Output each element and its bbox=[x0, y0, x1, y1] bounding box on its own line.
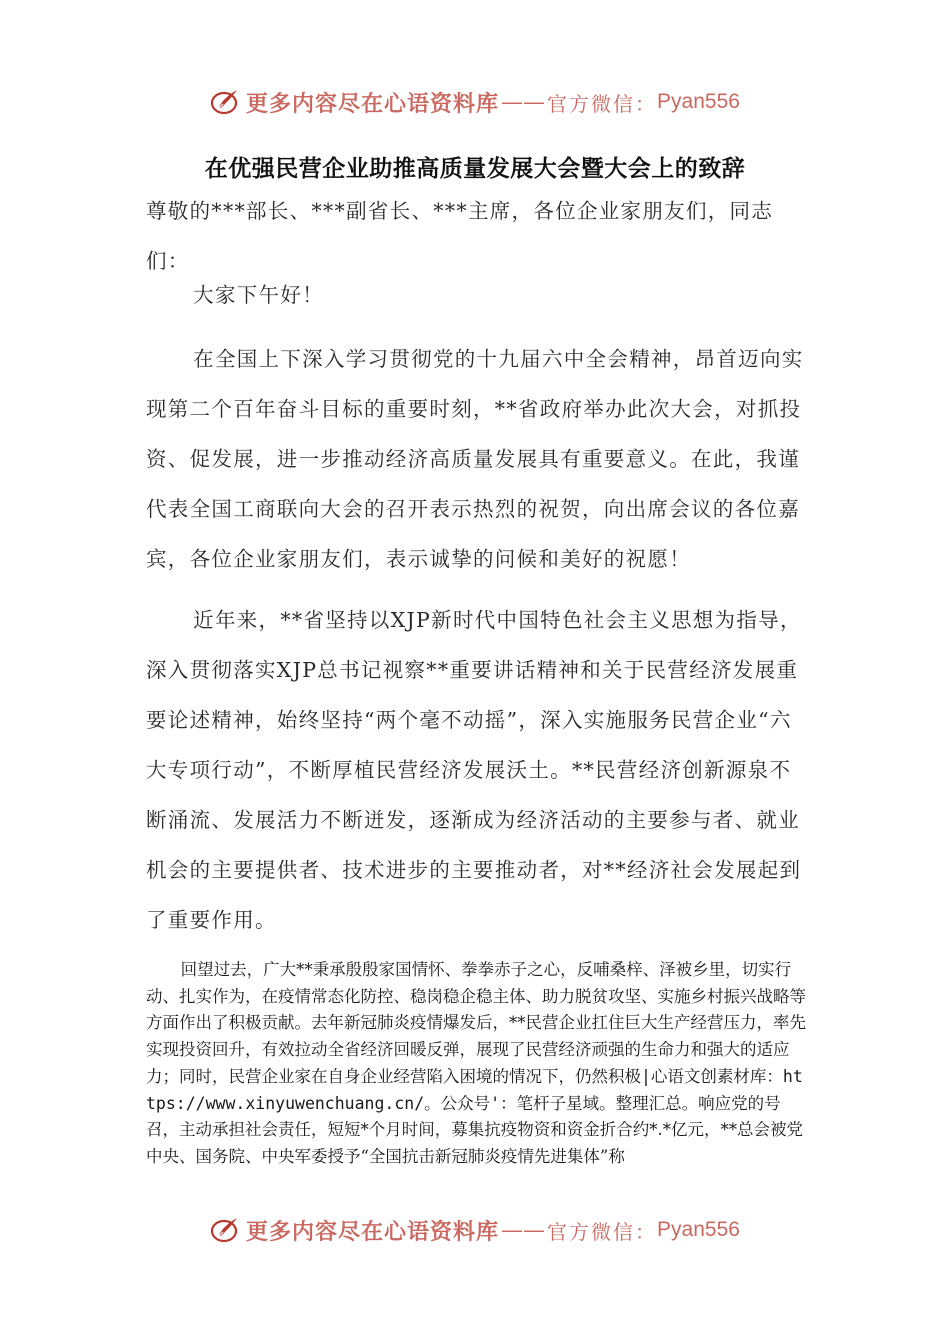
salutation-text: 尊敬的***部长、***副省长、***主席，各位企业家朋友们，同志们： bbox=[146, 199, 774, 273]
banner-separator: —— bbox=[501, 89, 546, 115]
paragraph-3-text-part2: 响应党的号召，主动承担社会责任，短短*个月时间，募集抗疫物资和资金折合约*.*亿元，**总会被党中央、国务院、中央军委授予“全国抗击新冠肺炎疫情先进集体”称 bbox=[146, 1093, 803, 1166]
paragraph-1 bbox=[146, 334, 811, 584]
banner-brand-text: 更多内容尽在心语资料库 bbox=[246, 90, 500, 117]
paragraph-1-text: 在全国上下深入学习贯彻党的十九届六中全会精神，昂首迈向实现第二个百年奋斗目标的重要时刻，**省政府举办此次大会，对抓投资、促发展，进一步推动经济高质量发展具有重要意义。在此，我谨代表全国工商联向大会的召开表示热烈的祝贺，向出席会议的各位嘉宾，各位企业家朋友们，表示诚挚的问候和美好的祝愿！ bbox=[146, 347, 804, 571]
footer-banner bbox=[0, 1210, 950, 1250]
paragraph-2 bbox=[146, 595, 811, 945]
document-title: 在优强民营企业助推高质量发展大会暨大会上的致辞 bbox=[204, 156, 746, 182]
paragraph-2-text: 近年来，**省坚持以XJP新时代中国特色社会主义思想为指导，深入贯彻落实XJP总书记视察**重要讲话精神和关于民营经济发展重要论述精神，始终坚持“两个毫不动摇”，深入实施服务民营企业“六大专项行动”，不断厚植民营经济发展沃土。**民营经济创新源泉不断涌流、发展活力不断迸发，逐渐成为经济活动的主要参与者、就业机会的主要提供者、技术进步的主要推动者，对**经济社会发展起到了重要作用。 bbox=[146, 608, 802, 932]
banner-contact-label: 官方微信： bbox=[547, 1219, 658, 1244]
paragraph-3-watermark: |心语文创素材库：https://www.xinyuwenchuang.cn/。公众号'：笔杆子星域。整理汇总。 bbox=[146, 1066, 803, 1113]
banner-contact-label: 官方微信： bbox=[547, 91, 658, 116]
paragraph-3-text-part1: 回望过去，广大**秉承殷殷家国情怀、拳拳赤子之心，反哺桑梓、泽被乡里，切实行动、扎实作为，在疫情常态化防控、稳岗稳企稳主体、助力脱贫攻坚、实施乡村振兴战略等方面作出了积极贡献。去年新冠肺炎疫情爆发后，**民营企业扛住巨大生产经营压力，率先实现投资回升，有效拉动全省经济回暖反弹，展现了民营经济顽强的生命力和强大的适应力；同时，民营企业家在自身企业经营陷入困境的情况下，仍然积极 bbox=[146, 960, 806, 1086]
banner-separator: —— bbox=[501, 1217, 546, 1243]
quill-pen-logo-icon bbox=[210, 1215, 240, 1245]
greeting-text: 大家下午好！ bbox=[193, 283, 324, 307]
quill-pen-logo-icon bbox=[210, 87, 240, 117]
header-banner bbox=[0, 82, 950, 122]
greeting bbox=[146, 270, 811, 320]
banner-brand-text: 更多内容尽在心语资料库 bbox=[246, 1218, 500, 1245]
banner-wechat-id: Pyan556 bbox=[657, 1218, 740, 1241]
paragraph-3 bbox=[146, 957, 808, 1171]
banner-wechat-id: Pyan556 bbox=[657, 90, 740, 113]
